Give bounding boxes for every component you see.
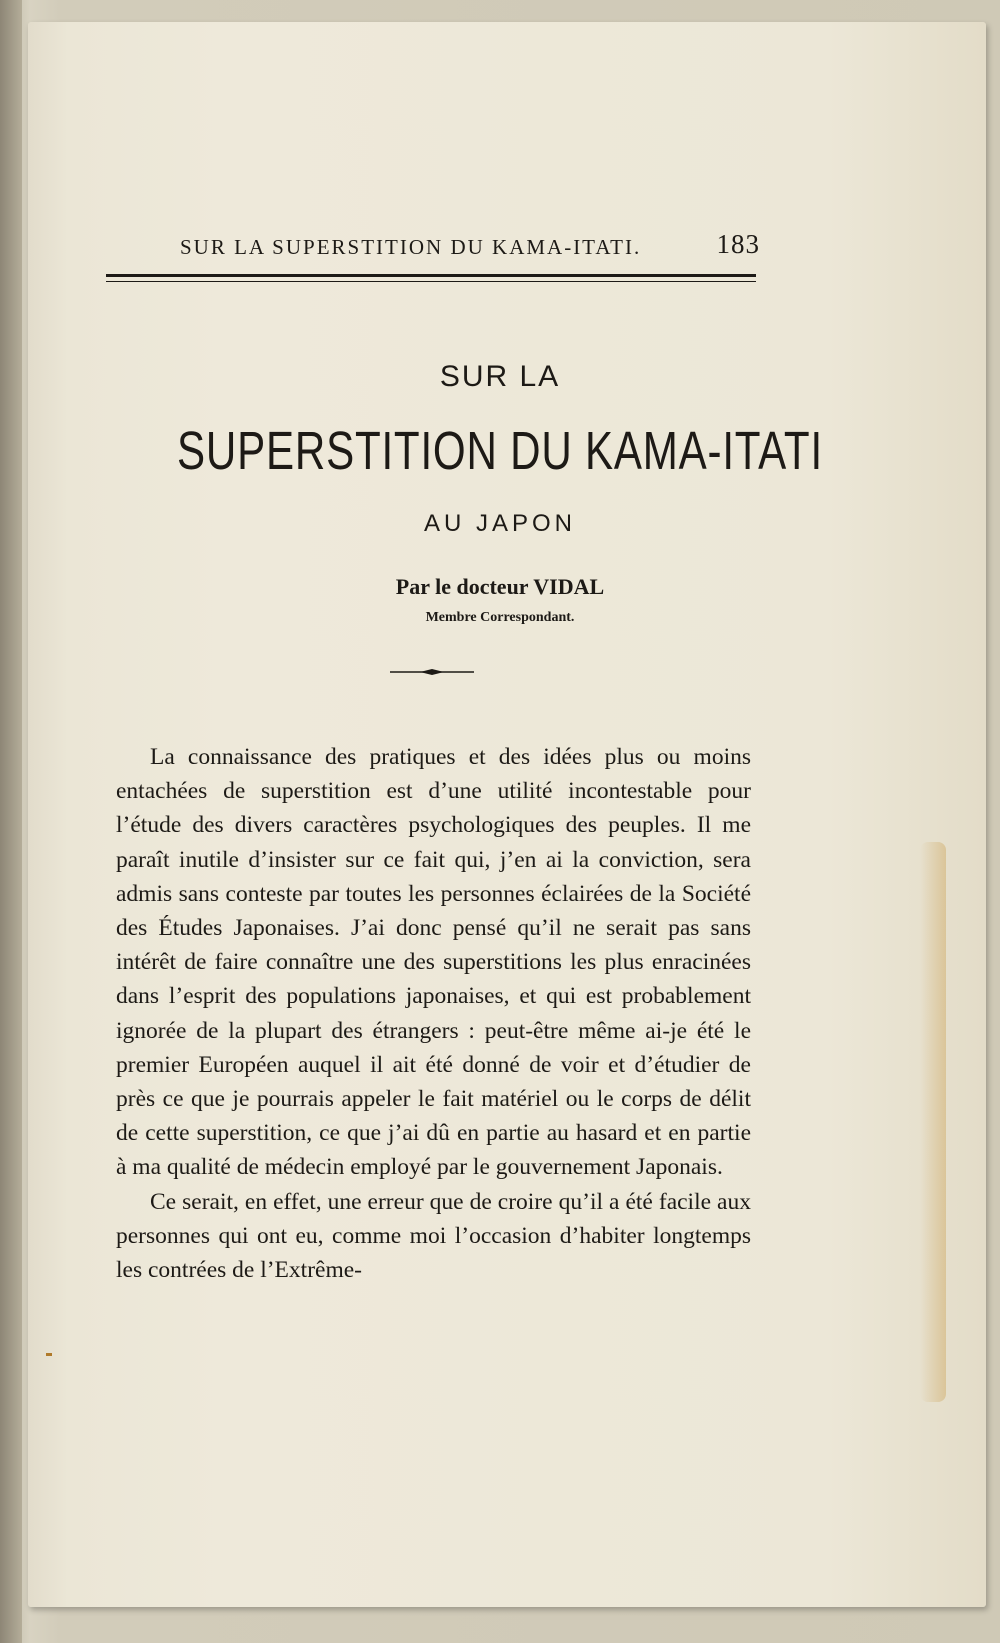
ornament-divider	[390, 668, 474, 676]
facing-page-edge	[0, 0, 22, 1643]
article-title-line3: AU JAPON	[423, 510, 577, 537]
running-head-title: SUR LA SUPERSTITION DU KAMA-ITATI.	[180, 235, 642, 259]
running-head	[180, 220, 760, 260]
paragraph: Ce serait, en effet, une erreur que de croire qu’il a été facile aux personnes qui ont eu, comme moi l’occasion d’habiter longtemps les contrées de l’Extrême-	[116, 1188, 751, 1284]
header-rule-thin	[106, 281, 756, 282]
paragraph: La connaissance des pratiques et des idées plus ou moins entachées de superstition est d’une utilité incontestable pour l’étude des divers caractères psychologiques des peuples. Il me paraît inutile d’insister sur ce fait qui, j’en ai la conviction, sera admis sans conteste par toutes les personnes éclairées de la Société des Études Japonaises. J’ai donc pensé qu’il ne serait pas sans intérêt de faire connaître une des superstitions les plus enracinées dans l’esprit des populations japonaises, et qui est probablement ignorée de la plupart des étrangers : peut-être même ai-je été le premier Européen auquel il ait été donné de voir et d’étudier de près ce que je pourrais appeler le fait matériel ou le corps de délit de cette superstition, ce que j’ai dû en partie au hasard et en partie à ma qualité de médecin employé par le gouvernement Japonais.	[116, 744, 751, 1181]
header-rule-thick	[106, 274, 756, 277]
page-number: 183	[716, 229, 760, 259]
paper-stain	[920, 842, 946, 1402]
article-author: Par le docteur VIDAL	[395, 574, 605, 599]
author-role: Membre Correspondant.	[425, 610, 575, 625]
article-title-line1: SUR LA	[439, 360, 561, 393]
article-title-main: SUPERSTITION DU KAMA-ITATI	[177, 421, 823, 481]
body-text	[116, 740, 751, 1287]
margin-mark	[46, 1353, 52, 1356]
